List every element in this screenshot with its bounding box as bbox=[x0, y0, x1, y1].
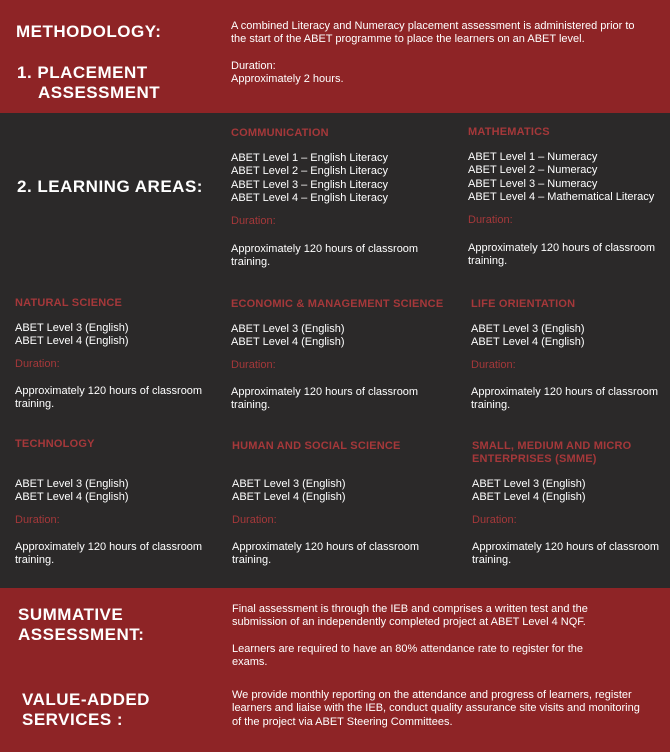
duration-label: Duration: bbox=[232, 513, 277, 526]
area-heading: ECONOMIC & MANAGEMENT SCIENCE bbox=[231, 298, 444, 310]
duration-value: Approximately 120 hours of classroom training. bbox=[231, 385, 419, 412]
area-smme bbox=[472, 440, 667, 568]
area-heading-line1: SMALL, MEDIUM AND MICRO bbox=[472, 440, 632, 452]
duration-value: Approximately 120 hours of classroom training. bbox=[471, 385, 659, 412]
duration-label: Duration: bbox=[472, 513, 517, 526]
duration-value: Approximately 120 hours of classroom training. bbox=[231, 242, 419, 269]
placement-description: A combined Literacy and Numeracy placement assessment is administered prior to the start of the ABET programme to place the learners on an ABET level. bbox=[231, 20, 635, 46]
value-added-title-line1: VALUE-ADDED bbox=[22, 690, 150, 709]
duration-label: Duration: bbox=[231, 358, 276, 371]
level-item: ABET Level 4 – English Literacy bbox=[231, 192, 388, 205]
level-item: ABET Level 3 (English) bbox=[15, 478, 129, 490]
level-item: ABET Level 4 (English) bbox=[15, 491, 129, 504]
level-item: ABET Level 3 (English) bbox=[232, 478, 346, 490]
level-item: ABET Level 2 – Numeracy bbox=[468, 164, 598, 177]
duration-label: Duration: bbox=[231, 214, 276, 227]
level-item: ABET Level 4 (English) bbox=[15, 335, 129, 348]
level-item: ABET Level 3 (English) bbox=[231, 323, 345, 335]
duration-value: Approximately 120 hours of classroom training. bbox=[15, 540, 203, 567]
level-item: ABET Level 1 – Numeracy bbox=[468, 151, 598, 163]
area-mathematics bbox=[468, 126, 663, 268]
area-heading: TECHNOLOGY bbox=[15, 438, 95, 450]
duration-value: Approximately 120 hours of classroom training. bbox=[472, 540, 660, 567]
level-item: ABET Level 4 (English) bbox=[471, 336, 585, 349]
level-item: ABET Level 4 – Mathematical Literacy bbox=[468, 191, 655, 204]
area-economic-management-science bbox=[231, 298, 451, 413]
placement-section bbox=[0, 0, 670, 113]
level-item: ABET Level 4 (English) bbox=[232, 491, 346, 504]
duration-value: Approximately 120 hours of classroom training. bbox=[468, 241, 656, 268]
learning-areas-section bbox=[0, 113, 670, 588]
level-item: ABET Level 4 (English) bbox=[472, 491, 586, 504]
placement-duration-value: Approximately 2 hours. bbox=[231, 73, 344, 85]
level-item: ABET Level 3 (English) bbox=[15, 322, 129, 334]
area-technology bbox=[15, 438, 215, 568]
learning-areas-title: 2. LEARNING AREAS: bbox=[17, 177, 203, 196]
area-heading: MATHEMATICS bbox=[468, 126, 550, 138]
duration-value: Approximately 120 hours of classroom training. bbox=[15, 384, 203, 411]
level-item: ABET Level 4 (English) bbox=[231, 336, 345, 349]
level-item: ABET Level 3 (English) bbox=[471, 323, 585, 335]
summative-section bbox=[0, 588, 670, 752]
duration-label: Duration: bbox=[15, 357, 60, 370]
duration-label: Duration: bbox=[468, 213, 513, 226]
area-life-orientation bbox=[471, 298, 666, 413]
level-item: ABET Level 2 – English Literacy bbox=[231, 165, 388, 178]
area-heading: LIFE ORIENTATION bbox=[471, 298, 576, 310]
area-heading: COMMUNICATION bbox=[231, 127, 329, 139]
value-added-text: We provide monthly reporting on the attendance and progress of learners, register learners and liaise with the IEB, conduct quality assurance site visits and monitoring of the project via ABET Steering Committees. bbox=[232, 689, 640, 728]
duration-label: Duration: bbox=[471, 358, 516, 371]
duration-label: Duration: bbox=[15, 513, 60, 526]
summative-para1: Final assessment is through the IEB and comprises a written test and the submission of an independently completed project at ABET Level 4 NQF. bbox=[232, 603, 588, 629]
area-communication bbox=[231, 127, 431, 269]
area-natural-science bbox=[15, 297, 215, 412]
level-item: ABET Level 3 – Numeracy bbox=[468, 177, 598, 190]
area-heading: HUMAN AND SOCIAL SCIENCE bbox=[232, 440, 401, 452]
level-item: ABET Level 1 – English Literacy bbox=[231, 152, 388, 164]
methodology-title: METHODOLOGY: bbox=[16, 22, 162, 41]
placement-title-line2: ASSESSMENT bbox=[38, 83, 161, 102]
level-item: ABET Level 3 – English Literacy bbox=[231, 178, 388, 191]
placement-title-line1: 1. PLACEMENT bbox=[17, 63, 148, 82]
area-human-social-science bbox=[232, 440, 452, 568]
summative-para2: Learners are required to have an 80% attendance rate to register for the exams. bbox=[232, 643, 583, 669]
duration-value: Approximately 120 hours of classroom training. bbox=[232, 540, 420, 567]
summative-title-line2: ASSESSMENT: bbox=[18, 625, 145, 644]
placement-duration-label: Duration: bbox=[231, 60, 276, 72]
value-added-title-line2: SERVICES : bbox=[22, 710, 124, 729]
area-heading: NATURAL SCIENCE bbox=[15, 297, 123, 309]
summative-title-line1: SUMMATIVE bbox=[18, 605, 124, 624]
area-heading-line2: ENTERPRISES (SMME) bbox=[472, 453, 597, 465]
level-item: ABET Level 3 (English) bbox=[472, 478, 586, 490]
